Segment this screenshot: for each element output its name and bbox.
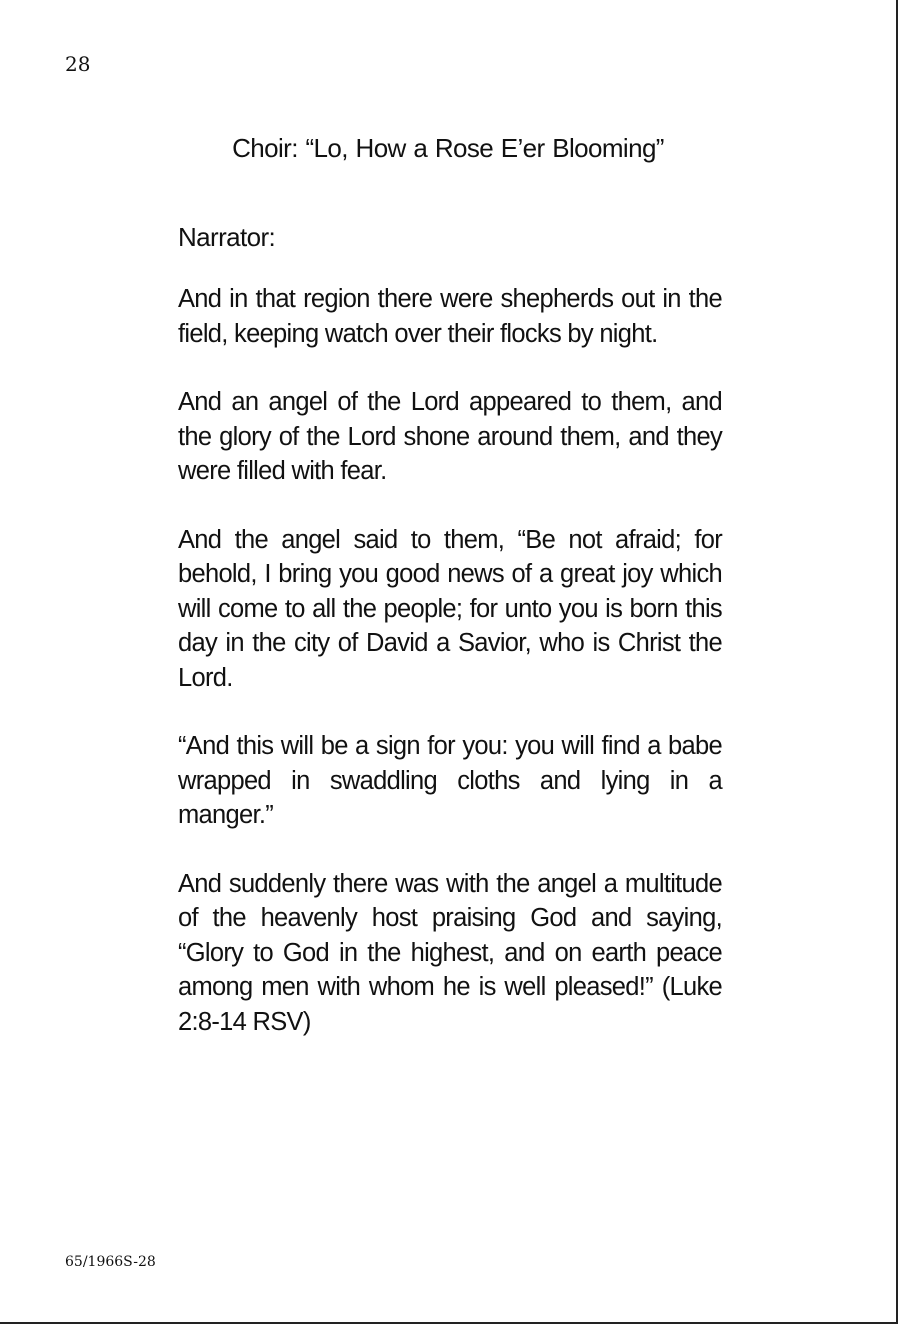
paragraph-angel-appeared: And an angel of the Lord appeared to them, and the glory of the Lord shone around them, and they were filled with fear. — [178, 388, 722, 485]
choir-heading — [0, 133, 896, 164]
choir-heading-text: Choir: “Lo, How a Rose E’er Blooming” — [232, 133, 664, 163]
paragraph-sign: “And this will be a sign for you: you will find a babe wrapped in swaddling cloths and lying in a manger.” — [178, 732, 722, 829]
speaker-label: Narrator: — [178, 222, 276, 252]
scripture-reading — [178, 282, 722, 1073]
footer-code: 65/1966S-28 — [65, 1254, 156, 1270]
paragraph-angel-said: And the angel said to them, “Be not afraid; for behold, I bring you good news of a great joy which will come to all the people; for unto you is born this day in the city of David a Savior, who is Christ the Lord. — [178, 525, 722, 692]
page-number: 28 — [65, 52, 91, 76]
paragraph-shepherds: And in that region there were shepherds out in the field, keeping watch over their flocks by night. — [178, 285, 722, 348]
paragraph-heavenly-host: And suddenly there was with the angel a multitude of the heavenly host praising God and saying, “Glory to God in the highest, and on earth peace among men with whom he is well pleased!” (Luke 2:8-14 RSV) — [178, 869, 722, 1036]
